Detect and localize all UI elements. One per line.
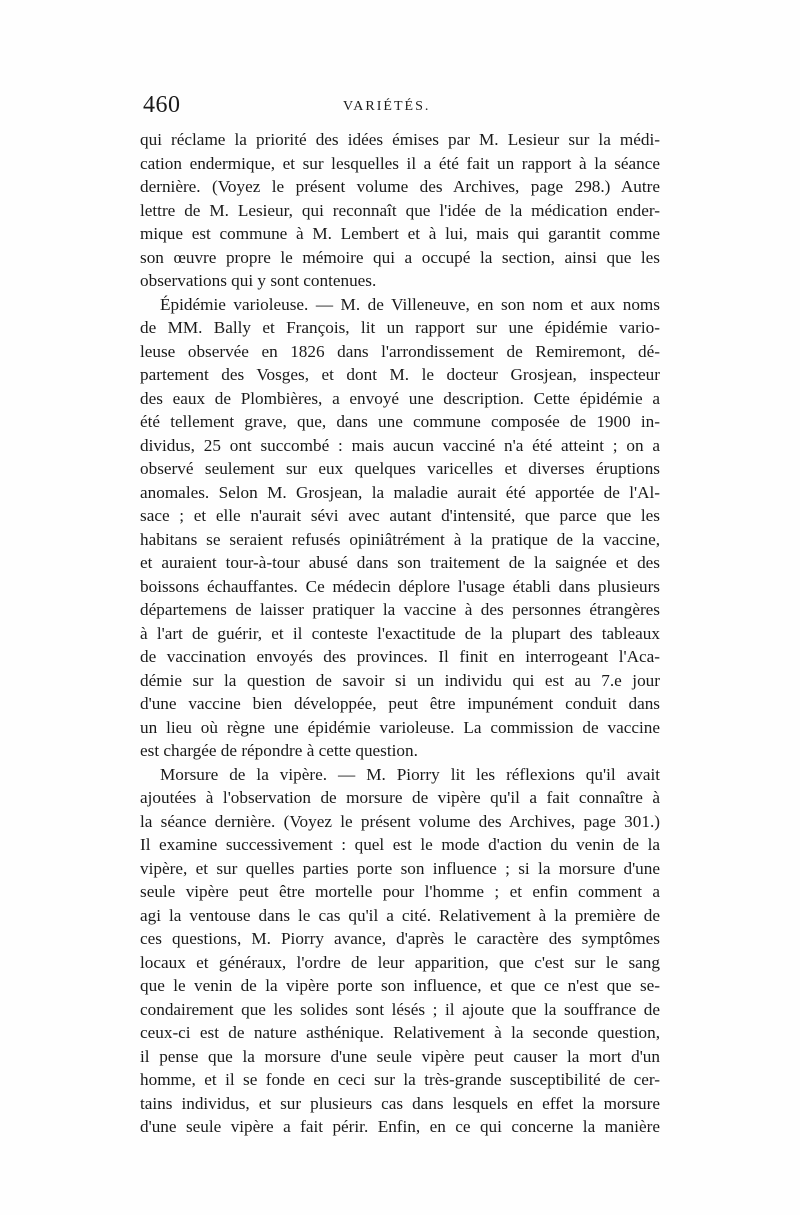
text-line: de vaccination envoyés des provinces. Il finit en interrogeant l'Aca- [140,647,660,666]
page-header [143,92,659,122]
body-text [140,128,660,1139]
text-line: été tellement grave, que, dans une commune composée de 1900 in- [140,412,660,431]
text-line: vipère, et sur quelles parties porte son influence ; si la morsure d'une [140,858,660,878]
text-line: locaux et généraux, l'ordre de leur apparition, que c'est sur le sang [140,952,660,972]
text-line: à l'art de guérir, et il conteste l'exactitude de la plupart des tableaux [140,623,660,643]
text-line: condairement que les solides sont lésés ; il ajoute que la souffrance de [140,999,660,1019]
text-line: observé seulement sur eux quelques varicelles et diverses éruptions [140,459,660,478]
text-line: est chargée de répondre à cette question. [140,741,418,760]
text-line: et auraient tour-à-tour abusé dans son traitement de la saignée et des [140,553,660,572]
text-line: départemens de laisser pratiquer la vaccine à des personnes étrangères [140,600,660,619]
text-line: habitans se seraient refusés opiniâtrément à la pratique de la vaccine, [140,529,660,549]
text-line: d'une vaccine bien développée, peut être impunément conduit dans [140,694,660,713]
text-line: son œuvre propre le mémoire qui a occupé la section, ainsi que les [140,247,660,267]
text-line: cation endermique, et sur lesquelles il a été fait un rapport à la séance [140,153,660,173]
page-number: 460 [143,92,181,118]
text-line: démie sur la question de savoir si un individu qui est au 7.e jour [140,670,660,690]
text-line: partement des Vosges, et dont M. le docteur Grosjean, inspecteur [140,365,660,384]
text-line: dividus, 25 ont succombé : mais aucun vacciné n'a été atteint ; on a [140,435,660,455]
text-line: d'une seule vipère a fait périr. Enfin, en ce qui concerne la manière [140,1117,660,1136]
text-line: ceux-ci est de nature asthénique. Relativement à la seconde question, [140,1023,660,1042]
text-line: un lieu où règne une épidémie varioleuse. La commission de vaccine [140,717,660,737]
text-line: qui réclame la priorité des idées émises par M. Lesieur sur la médi- [140,130,660,149]
text-line: il pense que la morsure d'une seule vipère peut causer la mort d'un [140,1046,660,1066]
text-line: tains individus, et sur plusieurs cas dans lesquels en effet la morsure [140,1093,660,1113]
text-line: de MM. Bally et François, lit un rapport sur une épidémie vario- [140,318,660,337]
text-line: boissons échauffantes. Ce médecin déplore l'usage établi dans plusieurs [140,576,660,596]
text-line: agi la ventouse dans le cas qu'il a cité. Relativement à la première de [140,905,660,925]
text-line: que le venin de la vipère porte son influence, et que ce n'est que se- [140,976,660,995]
text-line: la séance dernière. (Voyez le présent volume des Archives, page 301.) [140,811,660,831]
text-line: leuse observée en 1826 dans l'arrondissement de Remiremont, dé- [140,341,660,361]
paragraph-start-epidemie-varioleuse: Épidémie varioleuse. — M. de Villeneuve, en son nom et aux noms [160,294,660,314]
text-line: mique est commune à M. Lembert et à lui, mais qui garantit comme [140,224,660,243]
text-line: observations qui y sont contenues. [140,271,377,290]
text-line: Il examine successivement : quel est le mode d'action du venin de la [140,835,660,854]
text-line: sace ; et elle n'aurait sévi avec autant d'intensité, que parce que les [140,506,660,525]
text-line: homme, et il se fonde en ceci sur la très-grande susceptibilité de cer- [140,1070,660,1089]
text-line: ajoutées à l'observation de morsure de vipère qu'il a fait connaître à [140,788,660,807]
text-line: ces questions, M. Piorry avance, d'après le caractère des symptômes [140,929,660,948]
paragraph-start-morsure-de-la-vipere: Morsure de la vipère. — M. Piorry lit les réflexions qu'il avait [160,764,660,784]
text-line: lettre de M. Lesieur, qui reconnaît que l'idée de la médication ender- [140,200,660,220]
text-line: des eaux de Plombières, a envoyé une description. Cette épidémie a [140,388,660,408]
text-line: seule vipère peut être mortelle pour l'homme ; et enfin comment a [140,882,660,901]
running-title: VARIÉTÉS. [343,99,431,114]
text-line: anomales. Selon M. Grosjean, la maladie aurait été apportée de l'Al- [140,482,660,502]
text-line: dernière. (Voyez le présent volume des Archives, page 298.) Autre [140,177,660,196]
